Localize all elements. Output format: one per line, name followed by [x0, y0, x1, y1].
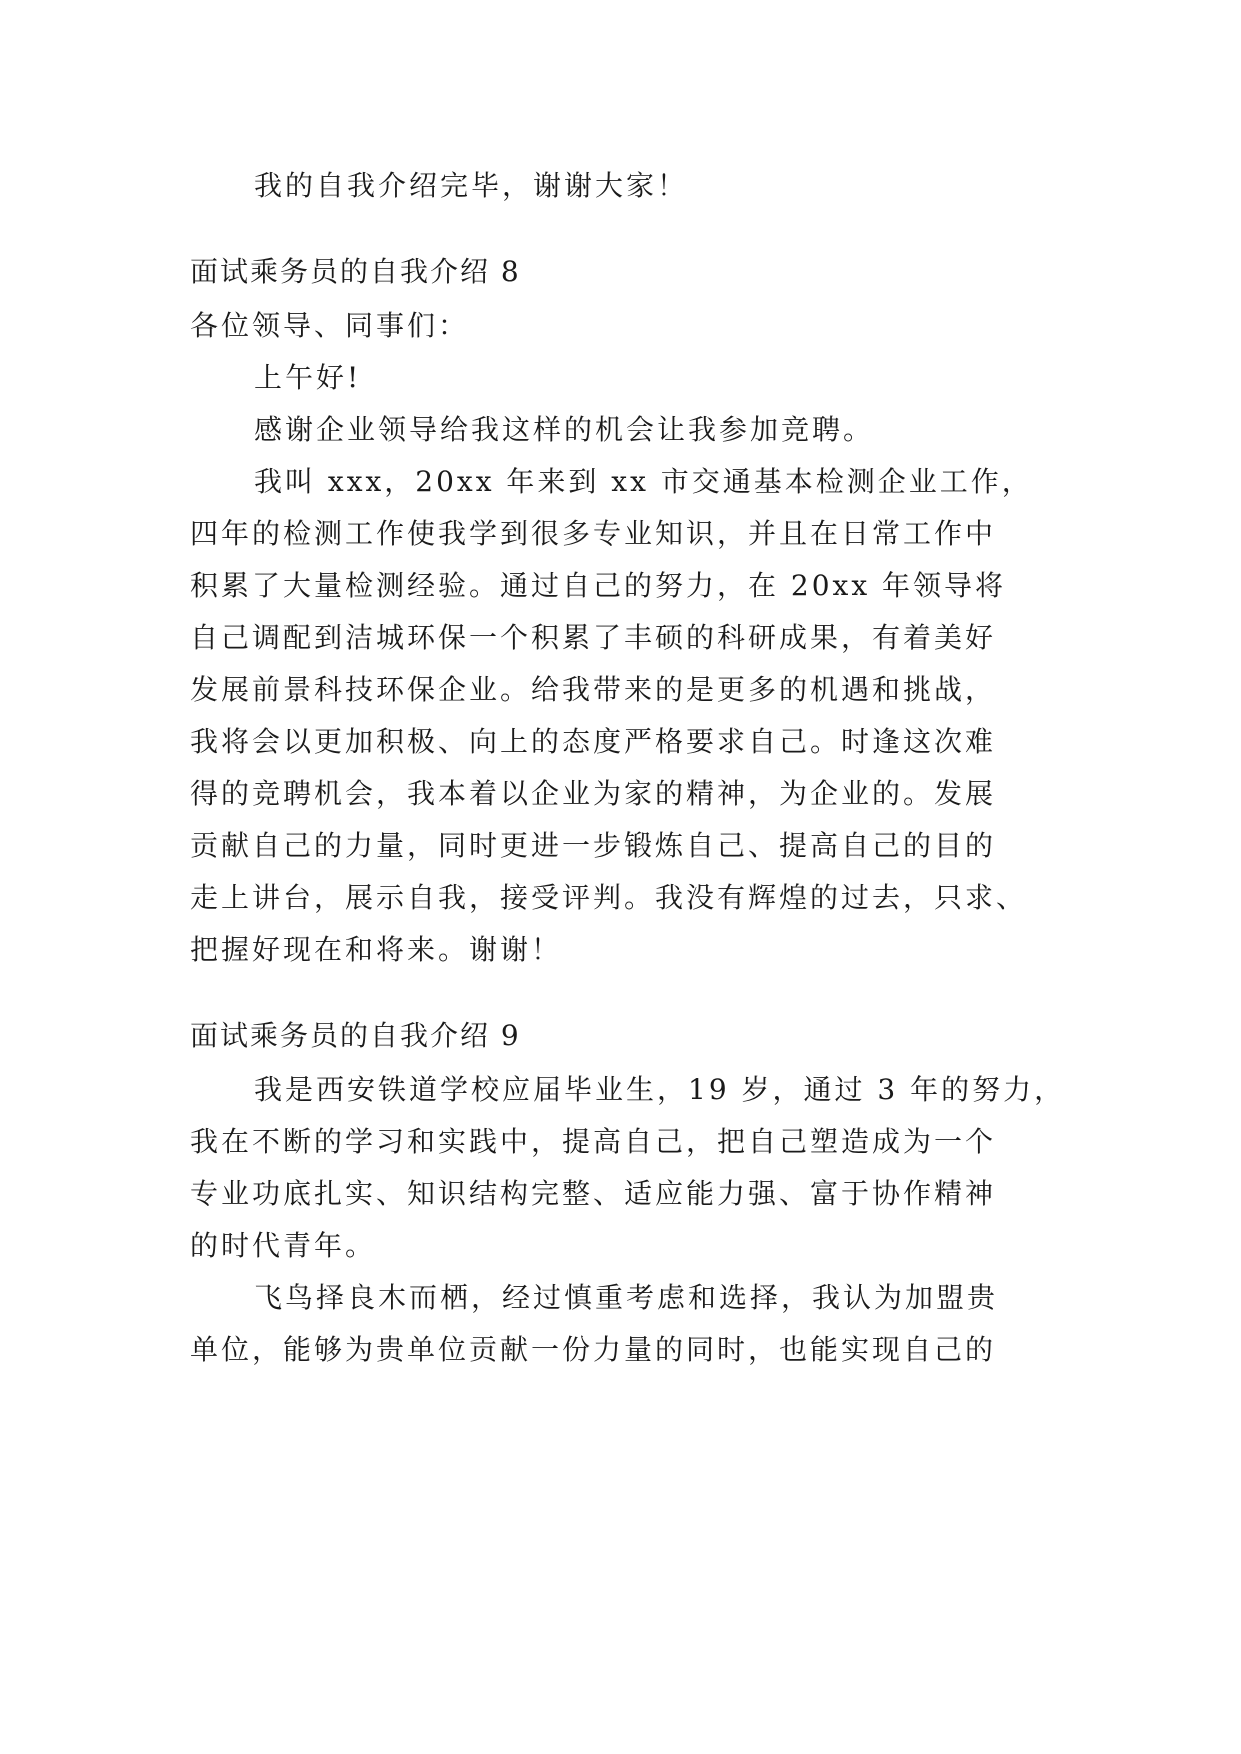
section-8-body-line: 得的竞聘机会，我本着以企业为家的精神，为企业的。发展 — [190, 777, 997, 810]
section-9-para1-line: 专业功底扎实、知识结构完整、适应能力强、富于协作精神 — [190, 1177, 997, 1210]
section-8-thanks: 感谢企业领导给我这样的机会让我参加竞聘。 — [254, 413, 875, 446]
section-9-para2-line: 飞鸟择良木而栖，经过慎重考虑和选择，我认为加盟贵 — [254, 1281, 999, 1314]
section-8-heading: 面试乘务员的自我介绍 8 — [190, 255, 521, 288]
section-8-body-line: 贡献自己的力量，同时更进一步锻炼自己、提高自己的目的 — [190, 829, 997, 862]
section-8-body-line: 把握好现在和将来。谢谢！ — [190, 933, 563, 966]
section-8-body-line: 我叫 xxx，20xx 年来到 xx 市交通基本检测企业工作， — [254, 465, 1033, 498]
section-8-greeting: 上午好! — [254, 361, 362, 394]
section-9-para1-line: 我是西安铁道学校应届毕业生，19 岁，通过 3 年的努力， — [254, 1073, 1066, 1106]
closing-line: 我的自我介绍完毕，谢谢大家！ — [254, 169, 689, 202]
section-8-body-line: 我将会以更加积极、向上的态度严格要求自己。时逢这次难 — [190, 725, 997, 758]
section-9-heading: 面试乘务员的自我介绍 9 — [190, 1019, 521, 1052]
section-9-para1-line: 的时代青年。 — [190, 1229, 377, 1262]
section-8-body-line: 发展前景科技环保企业。给我带来的是更多的机遇和挑战， — [190, 673, 997, 706]
section-8-salutation: 各位领导、同事们： — [190, 309, 470, 342]
section-8-body-line: 积累了大量检测经验。通过自己的努力，在 20xx 年领导将 — [190, 569, 1007, 602]
section-9-para2-line: 单位，能够为贵单位贡献一份力量的同时，也能实现自己的 — [190, 1333, 997, 1366]
section-8-body-line: 四年的检测工作使我学到很多专业知识，并且在日常工作中 — [190, 517, 997, 550]
section-9-para1-line: 我在不断的学习和实践中，提高自己，把自己塑造成为一个 — [190, 1125, 997, 1158]
section-8-body-line: 走上讲台，展示自我，接受评判。我没有辉煌的过去，只求、 — [190, 881, 1028, 914]
section-8-body-line: 自己调配到洁城环保一个积累了丰硕的科研成果，有着美好 — [190, 621, 997, 654]
